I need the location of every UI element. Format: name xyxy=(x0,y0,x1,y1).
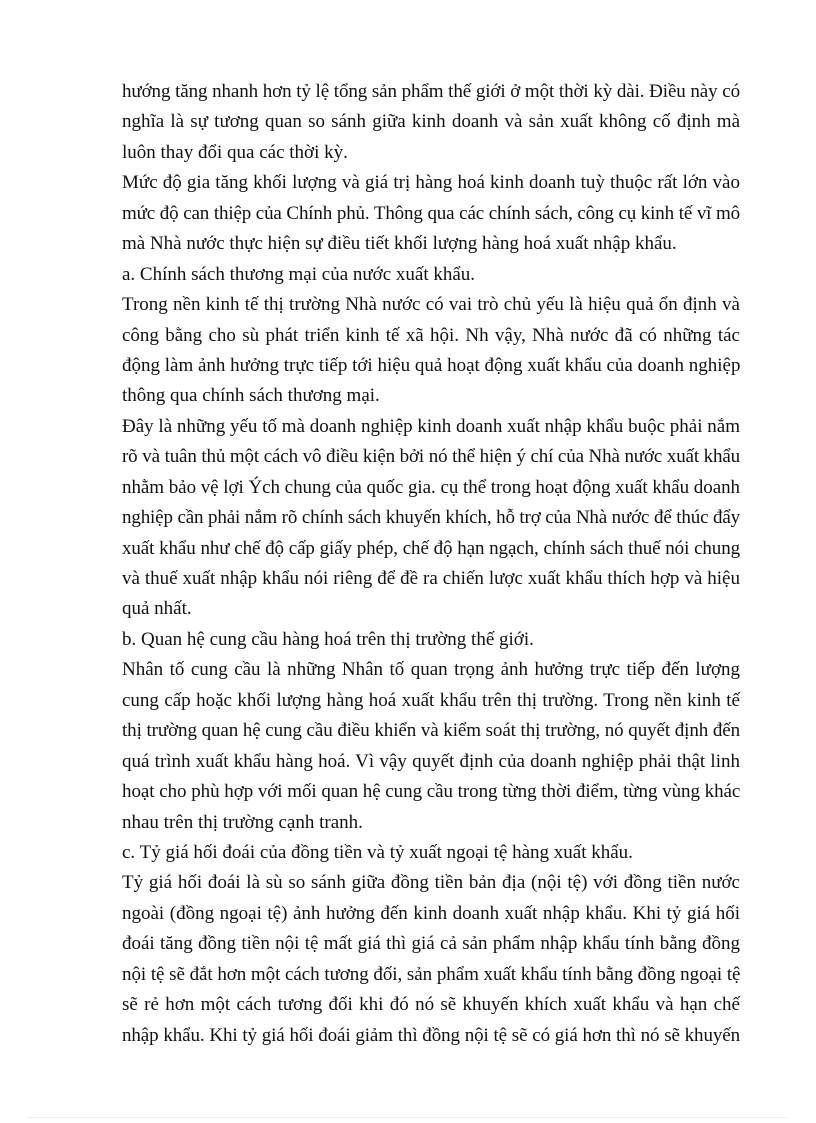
text-line: đoái tăng đồng tiền nội tệ mất giá thì giá cả sản phẩm nhập khẩu tính bằng đồng xyxy=(122,933,740,955)
section-heading-c: c. Tỷ giá hối đoái của đồng tiền và tỷ xuất ngoại tệ hàng xuất khẩu. xyxy=(122,841,633,863)
text-line: nghĩa là sự tương quan so sánh giữa kinh doanh và sản xuất không cố định mà xyxy=(122,111,740,133)
text-line: nghiệp cần phải nắm rõ chính sách khuyến khích, hỗ trợ của Nhà nước để thúc đẩy xyxy=(122,507,740,529)
page-bottom-rule xyxy=(28,1117,788,1118)
text-line: nhằm bảo vệ lợi Ých chung của quốc gia. cụ thể trong hoạt động xuất khẩu doanh xyxy=(122,476,740,498)
text-line: nhập khẩu. Khi tỷ giá hối đoái giảm thì đồng nội tệ sẽ có giá hơn thì nó sẽ khuyến xyxy=(122,1024,740,1046)
text-line: quả nhất. xyxy=(122,598,192,620)
text-line: mức độ can thiệp của Chính phủ. Thông qua các chính sách, công cụ kinh tế vĩ mô xyxy=(122,202,740,224)
text-line: nội tệ sẽ đắt hơn một cách tương đối, sản phẩm xuất khẩu tính bằng đồng ngoại tệ xyxy=(122,963,741,985)
text-line: và thuế xuất nhập khẩu nói riêng để đề ra chiến lược xuất khẩu thích hợp và hiệu xyxy=(122,568,740,589)
text-line: xuất khẩu như chế độ cấp giấy phép, chế độ hạn ngạch, chính sách thuế nói chung xyxy=(122,537,740,559)
text-line: sẽ rẻ hơn một cách tương đối khi đó nó sẽ khuyến khích xuất khẩu và hạn chế xyxy=(122,994,740,1016)
text-line: thông qua chính sách thương mại. xyxy=(122,385,380,407)
text-line: công bằng cho sù phát triển kinh tế xã hội. Nh vậy, Nhà nước đã có những tác xyxy=(122,324,740,346)
body-text xyxy=(122,77,740,1051)
text-line: rõ và tuân thủ một cách vô điều kiện bởi nó thể hiện ý chí của Nhà nước xuất khẩu xyxy=(122,446,740,468)
section-heading-b: b. Quan hệ cung cầu hàng hoá trên thị trường thế giới. xyxy=(122,628,534,650)
text-line: cung cấp hoặc khối lượng hàng hoá xuất khẩu trên thị trường. Trong nền kinh tế xyxy=(122,689,740,711)
text-line: hoạt cho phù hợp với mối quan hệ cung cầu trong từng thời điểm, từng vùng khác xyxy=(122,781,741,803)
text-line: Nhân tố cung cầu là những Nhân tố quan trọng ảnh hưởng trực tiếp đến lượng xyxy=(122,659,740,681)
text-line: mà Nhà nước thực hiện sự điều tiết khối lượng hàng hoá xuất nhập khẩu. xyxy=(122,233,677,255)
text-line: Mức độ gia tăng khối lượng và giá trị hàng hoá kinh doanh tuỳ thuộc rất lớn vào xyxy=(122,172,740,194)
text-line: động làm ảnh hưởng trực tiếp tới hiệu quả hoạt động xuất khẩu của doanh nghiệp xyxy=(122,354,741,376)
text-line: quá trình xuất khẩu hàng hoá. Vì vậy quyết định của doanh nghiệp phải thật linh xyxy=(122,750,740,772)
text-line: nhau trên thị trường cạnh tranh. xyxy=(122,811,363,833)
text-line: Đây là những yếu tố mà doanh nghiệp kinh doanh xuất nhập khẩu buộc phải nắm xyxy=(122,415,740,437)
text-line: thị trường quan hệ cung cầu điều khiển và kiểm soát thị trường, nó quyết định đến xyxy=(122,720,740,742)
text-line: Tỷ giá hối đoái là sù so sánh giữa đồng tiền bản địa (nội tệ) với đồng tiền nước xyxy=(122,872,740,894)
text-line: hướng tăng nhanh hơn tỷ lệ tổng sản phẩm thế giới ở một thời kỳ dài. Điều này có xyxy=(122,81,740,102)
text-line: Trong nền kinh tế thị trường Nhà nước có vai trò chủ yếu là hiệu quả ổn định và xyxy=(122,294,740,316)
text-line: luôn thay đổi qua các thời kỳ. xyxy=(122,141,348,163)
section-heading-a: a. Chính sách thương mại của nước xuất khẩu. xyxy=(122,263,476,285)
text-line: ngoài (đồng ngoại tệ) ảnh hưởng đến kinh doanh xuất nhập khẩu. Khi tỷ giá hối xyxy=(122,902,740,924)
